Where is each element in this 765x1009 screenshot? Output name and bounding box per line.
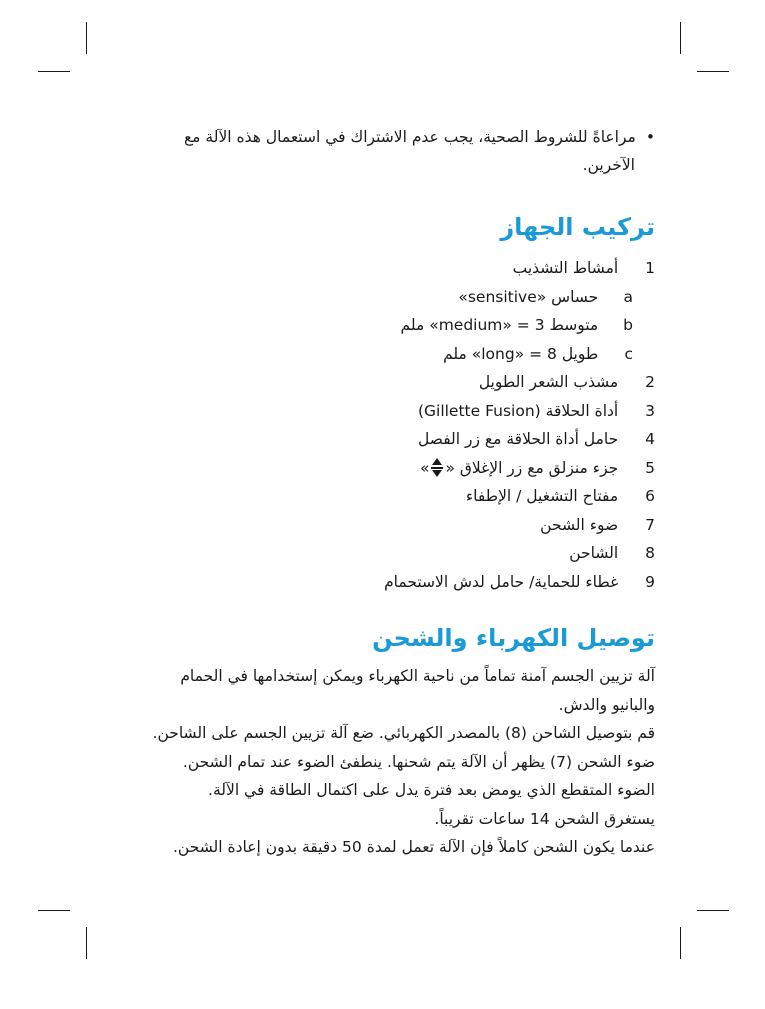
- part-label: أمشاط التشذيب: [512, 259, 619, 277]
- part-number: 7: [645, 515, 655, 534]
- instruction-line: يستغرق الشحن 14 ساعات تقريباً.: [434, 809, 655, 828]
- part-number: 6: [645, 487, 655, 505]
- subpart-letter: a: [623, 287, 633, 306]
- crop-mark-top-left-vertical: [86, 22, 87, 54]
- part-number: 5: [645, 458, 655, 477]
- subpart-item-a: [110, 283, 655, 312]
- part-label: ضوء الشحن: [540, 515, 619, 534]
- parts-list: [110, 254, 655, 596]
- part-label: غطاء للحماية/ حامل لدش الاستحمام: [384, 572, 619, 591]
- part-label-after: »: [419, 458, 430, 477]
- crop-mark-bottom-right-horizontal: [697, 910, 729, 911]
- part-label: [420, 454, 618, 483]
- part-item-1: [110, 254, 655, 283]
- part-item-8: [110, 539, 655, 568]
- bullet-icon: •: [645, 128, 655, 146]
- instruction-line: ضوء الشحن (7) يظهر أن الآلة يتم شحنها. ينطفئ الضوء عند تمام الشحن.: [182, 752, 655, 771]
- charging-instructions: [110, 662, 655, 862]
- subpart-item-c: [110, 340, 655, 369]
- part-number: 3: [645, 401, 655, 420]
- part-number: 8: [645, 544, 655, 562]
- crop-mark-bottom-left-horizontal: [38, 910, 70, 911]
- part-label: مشذب الشعر الطويل: [478, 373, 619, 391]
- part-number: 1: [645, 259, 655, 277]
- crop-mark-bottom-left-vertical: [86, 927, 87, 959]
- part-item-7: [110, 511, 655, 540]
- part-label: حامل أداة الحلاقة مع زر الفصل: [418, 430, 619, 448]
- section-title-device-parts: تركيب الجهاز: [500, 213, 655, 241]
- instruction-line: عندما يكون الشحن كاملاً فإن الآلة تعمل لمدة 50 دقيقة بدون إعادة الشحن.: [172, 838, 655, 856]
- hygiene-note: [110, 123, 655, 179]
- subpart-letter: c: [624, 344, 633, 363]
- part-item-9: [110, 568, 655, 597]
- part-label: الشاحن: [569, 544, 619, 562]
- part-item-6: [110, 482, 655, 511]
- crop-mark-top-left-horizontal: [38, 71, 70, 72]
- part-label: أداة الحلاقة (Gillette Fusion): [417, 401, 619, 420]
- part-item-5: [110, 454, 655, 483]
- instruction-line: والبانيو والدش.: [558, 695, 655, 714]
- part-number: 4: [645, 430, 655, 448]
- up-down-arrow-icon: [431, 457, 443, 479]
- instruction-line: آلة تزيين الجسم آمنة تماماً من ناحية الكهرباء ويمكن إستخدامها في الحمام: [180, 667, 655, 685]
- part-label: مفتاح التشغيل / الإطفاء: [465, 487, 619, 505]
- section-title-power-charging: توصيل الكهرباء والشحن: [372, 624, 655, 652]
- hygiene-note-text: مراعاةً للشروط الصحية، يجب عدم الاشتراك في استعمال هذه الآلة مع: [183, 128, 636, 146]
- crop-mark-bottom-right-vertical: [680, 927, 681, 959]
- instruction-line: قم بتوصيل الشاحن (8) بالمصدر الكهربائي. ضع آلة تزيين الجسم على الشاحن.: [152, 724, 655, 742]
- part-item-2: [110, 368, 655, 397]
- part-item-4: [110, 425, 655, 454]
- hygiene-note-line-1: [110, 123, 655, 151]
- part-number: 2: [645, 373, 655, 391]
- crop-mark-top-right-vertical: [680, 22, 681, 54]
- crop-mark-top-right-horizontal: [697, 71, 729, 72]
- instruction-line: الضوء المتقطع الذي يومض بعد فترة يدل على اكتمال الطاقة في الآلة.: [208, 781, 655, 799]
- subpart-item-b: [110, 311, 655, 340]
- part-label-before: جزء منزلق مع زر الإغلاق «: [445, 458, 619, 477]
- part-item-3: [110, 397, 655, 426]
- part-number: 9: [645, 572, 655, 591]
- subpart-letter: b: [623, 316, 633, 334]
- subpart-label: حساس «sensitive»: [458, 287, 599, 306]
- hygiene-note-line-2: الآخرين.: [582, 156, 635, 174]
- subpart-label: طويل 8 = «long» ملم: [443, 344, 599, 363]
- subpart-label: متوسط 3 = «medium» ملم: [400, 316, 599, 334]
